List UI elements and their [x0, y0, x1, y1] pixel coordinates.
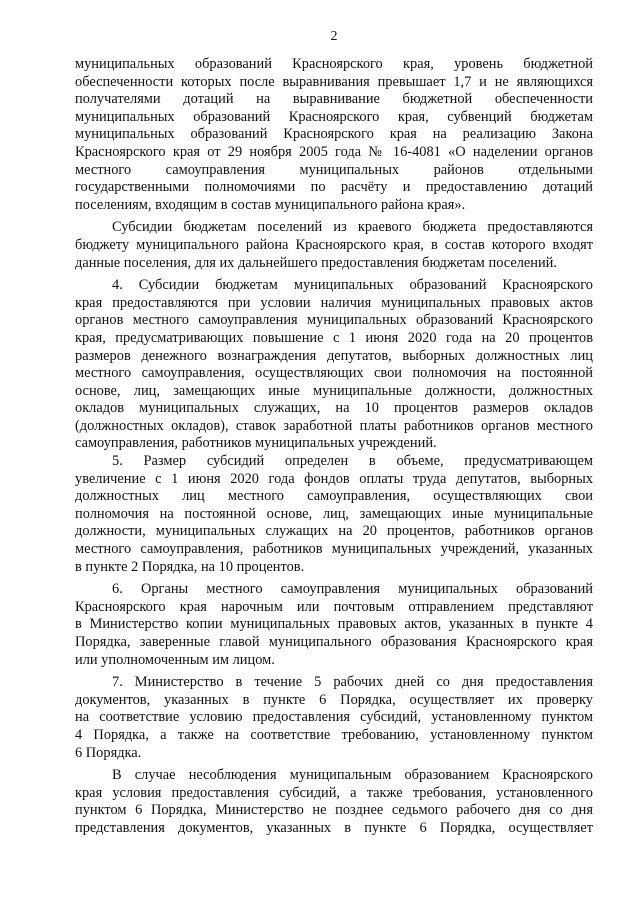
text-line: Порядка, заверенные главой муниципального образования Красноярского края — [75, 634, 593, 650]
text-line: размеров денежного вознаграждения депутатов, выборных должностных лиц — [75, 347, 593, 364]
text-line: или уполномоченным им лицом. — [75, 651, 275, 668]
text-line: обеспеченности которых после выравнивания превышает 1,7 и не являющихся — [75, 73, 593, 90]
text-line: 6. Органы местного самоуправления муниципальных образований — [112, 581, 593, 598]
text-line: представления документов, указанных в пункте 6 Порядка, осуществляет — [75, 819, 593, 836]
text-line: местного самоуправления, осуществляющих свои полномочия на постоянной — [75, 365, 593, 382]
paragraph-item-5 — [75, 453, 593, 576]
text-line: увеличение с 1 июня 2020 года фондов оплаты труда депутатов, выборных — [75, 470, 593, 487]
page-number: 2 — [330, 29, 338, 44]
text-line: окладов муниципальных служащих, на 10 процентов размеров окладов — [75, 400, 593, 417]
text-line: полномочия на постоянной основе, лиц, замещающих иные муниципальные — [75, 505, 593, 522]
text-line: Красноярского края от 29 ноября 2005 года № 16-4081 «О наделении органов — [75, 143, 593, 160]
text-line: края условия предоставления субсидий, а также требования, установленного — [75, 784, 593, 801]
text-line: 4 Порядка, а также на соответствие требованию, установленному пунктом — [75, 726, 593, 743]
text-line: на соответствие условию предоставления субсидий, установленному пунктом — [75, 709, 593, 726]
text-line: 4. Субсидии бюджетам муниципальных образований Красноярского — [112, 277, 593, 294]
paragraph-item-4 — [75, 277, 593, 453]
text-line: данные поселения, для их дальнейшего предоставления бюджетам поселений. — [75, 254, 557, 271]
text-line: муниципальных образований Красноярского края на реализацию Закона — [75, 126, 593, 143]
text-line: пунктом 6 Порядка, Министерство не позднее седьмого рабочего дня со дня — [75, 802, 593, 819]
paragraph-continuation — [75, 56, 593, 214]
text-line: в Министерство копии муниципальных правовых актов, указанных в пункте 4 — [75, 616, 593, 633]
text-line: получателями дотаций на выравнивание бюджетной обеспеченности — [75, 91, 593, 108]
text-line: бюджету муниципального района Красноярского края, в состав которого входят — [75, 236, 593, 253]
text-line: местного самоуправления, работников муниципальных учреждений, указанных — [75, 541, 593, 558]
text-line: Красноярского края нарочным или почтовым отправлением представляют — [75, 598, 593, 615]
text-line: В случае несоблюдения муниципальным образованием Красноярского — [112, 767, 593, 784]
text-line: органов местного самоуправления муниципальных образований Красноярского — [75, 312, 593, 329]
text-line: государственными полномочиями по расчёту и предоставлению дотаций — [75, 179, 593, 196]
text-line: края предоставляются при условии наличия муниципальных правовых актов — [75, 294, 593, 311]
text-line: 6 Порядка. — [75, 744, 142, 761]
paragraph-item-6 — [75, 581, 593, 669]
text-line: документов, указанных в пункте 6 Порядка, осуществляет их проверку — [75, 691, 593, 708]
text-line: муниципальных образований Красноярского края, уровень бюджетной — [75, 56, 593, 72]
text-line: (должностных окладов), ставок заработной платы работников органов местного — [75, 417, 593, 434]
text-line: поселениям, входящим в состав муниципального района края». — [75, 196, 466, 213]
text-line: муниципальных образований Красноярского края, субвенций бюджетам — [75, 108, 593, 125]
text-line: Субсидии бюджетам поселений из краевого бюджета предоставляются — [112, 219, 593, 236]
paragraph-subsidies-settlements — [75, 219, 593, 272]
text-line: основе, лиц, замещающих иные муниципальные должности, должностных — [75, 382, 593, 399]
paragraph-non-compliance — [75, 767, 593, 837]
text-line: местного самоуправления муниципальных районов отдельными — [75, 161, 593, 178]
text-line: в пункте 2 Порядка, на 10 процентов. — [75, 558, 305, 575]
text-line: края, предусматривающих повышение с 1 июня 2020 года на 20 процентов — [75, 329, 593, 346]
text-line: 5. Размер субсидий определен в объеме, предусматривающем — [112, 453, 593, 470]
text-line: должностных лиц местного самоуправления, осуществляющих свои — [75, 488, 593, 505]
text-line: самоуправления, работников муниципальных учреждений. — [75, 435, 437, 452]
text-line: 7. Министерство в течение 5 рабочих дней со дня предоставления — [112, 674, 593, 691]
paragraph-item-7 — [75, 674, 593, 762]
text-line: должности, муниципальных служащих на 20 процентов, работников органов — [75, 523, 593, 540]
